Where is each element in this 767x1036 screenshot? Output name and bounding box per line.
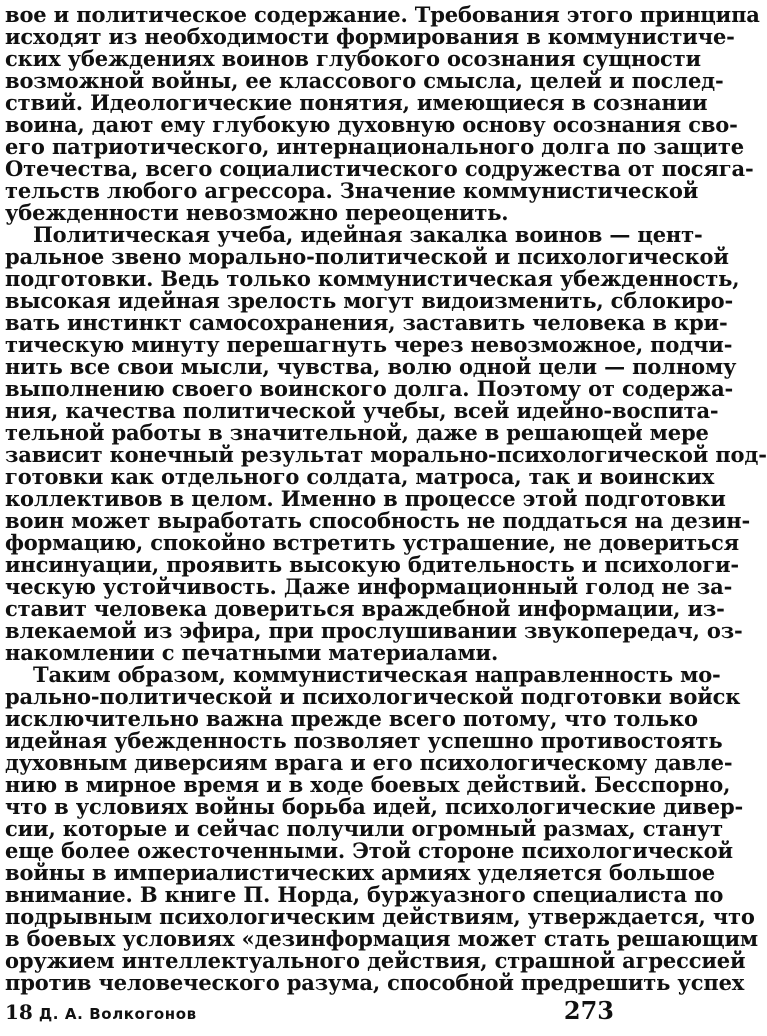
text-line: зависит конечный результат морально-психологической под- <box>5 442 767 467</box>
text-line: выполнению своего воинского долга. Поэтому от содержа- <box>5 376 734 401</box>
text-line: тическую минуту перешагнуть через невозможное, подчи- <box>5 332 733 357</box>
text-line: влекаемой из эфира, при прослушивании звукопередач, оз- <box>5 618 743 643</box>
text-line: высокая идейная зрелость могут видоизменить, сблокиро- <box>5 288 734 313</box>
text-line: коллективов в целом. Именно в процессе этой подготовки <box>5 486 726 511</box>
text-line: тельной работы в значительной, даже в решающей мере <box>5 420 709 445</box>
text-line: Отечества, всего социалистического содружества от посяга- <box>5 156 754 181</box>
text-line: подрывным психологическим действиям, утверждается, что <box>5 904 755 929</box>
text-line: формацию, спокойно встретить устрашение, не довериться <box>5 530 740 555</box>
text-line: идейная убежденность позволяет успешно противостоять <box>5 728 723 753</box>
text-line: накомлении с печатными материалами. <box>5 640 499 665</box>
text-line: готовки как отдельного солдата, матроса, так и воинских <box>5 464 715 489</box>
text-line: рально-политической и психологической подготовки войск <box>5 684 741 709</box>
text-line: оружием интеллектуального действия, страшной агрессией <box>5 948 746 973</box>
text-line: вать инстинкт самосохранения, заставить человека в кри- <box>5 310 728 335</box>
paragraph-start-line: Таким образом, коммунистическая направленность мо- <box>33 662 721 687</box>
text-line: ральное звено морально-политической и психологической <box>5 244 729 269</box>
text-line: нию в мирное время и в ходе боевых действий. Бесспорно, <box>5 772 731 797</box>
text-line: ствий. Идеологические понятия, имеющиеся в сознании <box>5 90 708 115</box>
text-line: против человеческого разума, способной предрешить успех <box>5 970 745 995</box>
text-line: воин может выработать способность не поддаться на дезин- <box>5 508 751 533</box>
text-line: нить все свои мысли, чувства, волю одной цели — полному <box>5 354 737 379</box>
text-line: ческую устойчивость. Даже информационный голод не за- <box>5 574 733 599</box>
text-line: сии, которые и сейчас получили огромный размах, станут <box>5 816 724 841</box>
text-line: духовным диверсиям врага и его психологическому давле- <box>5 750 733 775</box>
text-line: его патриотического, интернационального долга по защите <box>5 134 744 159</box>
text-line: ских убеждениях воинов глубокого осознания сущности <box>5 46 701 71</box>
page-number: 273 <box>563 996 614 1025</box>
text-line: что в условиях войны борьба идей, психологические дивер- <box>5 794 744 819</box>
text-line: в боевых условиях «дезинформация может стать решающим <box>5 926 758 951</box>
text-line: возможной войны, ее классового смысла, целей и послед- <box>5 68 724 93</box>
text-line: инсинуации, проявить высокую бдительность и психологи- <box>5 552 739 577</box>
running-footer <box>5 1000 197 1024</box>
text-line: убежденности невозможно переоценить. <box>5 200 509 225</box>
text-line: ния, качества политической учебы, всей идейно-воспита- <box>5 398 719 423</box>
text-line: ставит человека довериться враждебной информации, из- <box>5 596 725 621</box>
text-line: воина, дают ему глубокую духовную основу осознания сво- <box>5 112 738 137</box>
text-line: вое и политическое содержание. Требования этого принципа <box>5 2 760 27</box>
text-line: исключительно важна прежде всего потому, что только <box>5 706 698 731</box>
text-line: еще более ожесточенными. Этой стороне психологической <box>5 838 733 863</box>
text-line: тельств любого агрессора. Значение коммунистической <box>5 178 699 203</box>
paragraph-start-line: Политическая учеба, идейная закалка воинов — цент- <box>33 222 703 247</box>
running-page-number: 18 <box>5 1000 33 1024</box>
text-line: войны в империалистических армиях уделяется большое <box>5 860 715 885</box>
text-line: внимание. В книге П. Норда, буржуазного специалиста по <box>5 882 724 907</box>
text-line: подготовки. Ведь только коммунистическая убежденность, <box>5 266 740 291</box>
text-line: исходят из необходимости формирования в коммунистиче- <box>5 24 735 49</box>
running-head-author: Д. А. Волкогонов <box>38 1005 197 1023</box>
